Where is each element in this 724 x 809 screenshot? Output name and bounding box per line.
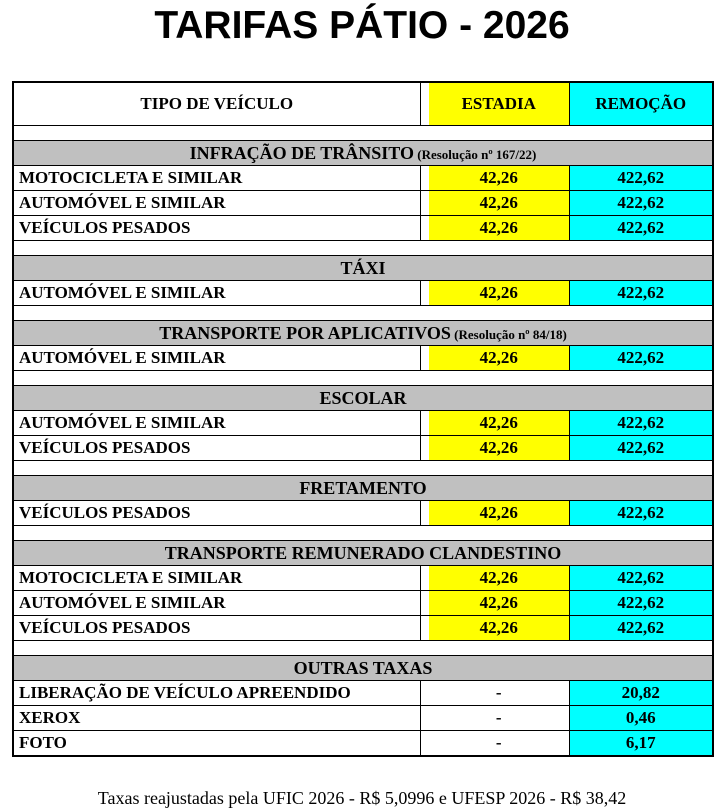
remocao-value: 422,62 [569, 281, 713, 306]
column-gap [420, 566, 429, 591]
section-header-row [13, 386, 713, 411]
table-row [13, 216, 713, 241]
section-header-row [13, 656, 713, 681]
column-gap [420, 616, 429, 641]
footer-note: Taxas reajustadas pela UFIC 2026 - R$ 5,0996 e UFESP 2026 - R$ 38,42 [97, 788, 627, 808]
section-title: INFRAÇÃO DE TRÂNSITO [189, 142, 414, 163]
remocao-value: 422,62 [569, 501, 713, 526]
table-row [13, 346, 713, 371]
spacer-cell [13, 126, 713, 141]
table-body [13, 82, 713, 756]
remocao-value: 422,62 [569, 216, 713, 241]
spacer-row [13, 526, 713, 541]
spacer-row [13, 306, 713, 321]
remocao-value: 422,62 [569, 191, 713, 216]
section-title: ESCOLAR [319, 387, 407, 408]
remocao-value: 422,62 [569, 616, 713, 641]
section-title: TRANSPORTE REMUNERADO CLANDESTINO [164, 542, 562, 563]
vehicle-type-label: MOTOCICLETA E SIMILAR [13, 566, 420, 591]
estadia-value: - [429, 681, 569, 706]
column-gap [420, 706, 429, 731]
vehicle-type-label: AUTOMÓVEL E SIMILAR [13, 281, 420, 306]
section-header-cell [13, 656, 713, 681]
column-gap [420, 436, 429, 461]
estadia-value: 42,26 [429, 281, 569, 306]
spacer-cell [13, 641, 713, 656]
section-header-row [13, 321, 713, 346]
remocao-value: 422,62 [569, 566, 713, 591]
table-row [13, 731, 713, 757]
estadia-value: - [429, 731, 569, 757]
estadia-value: 42,26 [429, 616, 569, 641]
remocao-value: 422,62 [569, 166, 713, 191]
table-row [13, 566, 713, 591]
section-header-cell [13, 386, 713, 411]
section-header-row [13, 541, 713, 566]
section-header-cell [13, 141, 713, 166]
estadia-value: 42,26 [429, 346, 569, 371]
section-header-cell [13, 541, 713, 566]
estadia-value: 42,26 [429, 566, 569, 591]
section-header-row [13, 476, 713, 501]
table-row [13, 411, 713, 436]
column-gap [420, 346, 429, 371]
vehicle-type-label: AUTOMÓVEL E SIMILAR [13, 346, 420, 371]
vehicle-type-label: MOTOCICLETA E SIMILAR [13, 166, 420, 191]
table-row [13, 681, 713, 706]
section-header-row [13, 141, 713, 166]
vehicle-type-label: AUTOMÓVEL E SIMILAR [13, 591, 420, 616]
vehicle-type-label: VEÍCULOS PESADOS [13, 436, 420, 461]
table-row [13, 616, 713, 641]
column-header-remocao: REMOÇÃO [569, 82, 713, 126]
remocao-value: 422,62 [569, 591, 713, 616]
section-header-cell [13, 321, 713, 346]
estadia-value: 42,26 [429, 411, 569, 436]
remocao-value: 6,17 [569, 731, 713, 757]
column-gap [420, 411, 429, 436]
column-header-row [13, 82, 713, 126]
section-note: (Resolução nº 84/18) [450, 326, 567, 342]
spacer-row [13, 461, 713, 476]
vehicle-type-label: FOTO [13, 731, 420, 757]
section-header-row [13, 256, 713, 281]
column-gap [420, 82, 429, 126]
table-row [13, 706, 713, 731]
vehicle-type-label: VEÍCULOS PESADOS [13, 616, 420, 641]
vehicle-type-label: XEROX [13, 706, 420, 731]
estadia-value: 42,26 [429, 436, 569, 461]
spacer-cell [13, 306, 713, 321]
column-gap [420, 281, 429, 306]
spacer-cell [13, 526, 713, 541]
column-gap [420, 166, 429, 191]
tariff-table [12, 81, 714, 757]
spacer-row [13, 241, 713, 256]
section-title: OUTRAS TAXAS [293, 657, 433, 678]
section-note: (Resolução nº 167/22) [414, 146, 537, 162]
spacer-row [13, 126, 713, 141]
spacer-cell [13, 241, 713, 256]
column-header-tipo: TIPO DE VEÍCULO [13, 82, 420, 126]
vehicle-type-label: VEÍCULOS PESADOS [13, 501, 420, 526]
remocao-value: 422,62 [569, 346, 713, 371]
estadia-value: 42,26 [429, 216, 569, 241]
vehicle-type-label: AUTOMÓVEL E SIMILAR [13, 411, 420, 436]
table-row [13, 591, 713, 616]
table-row [13, 281, 713, 306]
spacer-row [13, 371, 713, 386]
column-gap [420, 216, 429, 241]
vehicle-type-label: LIBERAÇÃO DE VEÍCULO APREENDIDO [13, 681, 420, 706]
table-row [13, 191, 713, 216]
spacer-cell [13, 371, 713, 386]
estadia-value: 42,26 [429, 591, 569, 616]
table-row [13, 501, 713, 526]
column-gap [420, 591, 429, 616]
vehicle-type-label: AUTOMÓVEL E SIMILAR [13, 191, 420, 216]
column-header-estadia: ESTADIA [429, 82, 569, 126]
vehicle-type-label: VEÍCULOS PESADOS [13, 216, 420, 241]
column-gap [420, 501, 429, 526]
remocao-value: 422,62 [569, 436, 713, 461]
page-title: TARIFAS PÁTIO - 2026 [154, 4, 570, 47]
remocao-value: 20,82 [569, 681, 713, 706]
estadia-value: 42,26 [429, 191, 569, 216]
table-row [13, 166, 713, 191]
column-gap [420, 681, 429, 706]
remocao-value: 0,46 [569, 706, 713, 731]
section-title: TRANSPORTE POR APLICATIVOS [159, 322, 451, 343]
table-row [13, 436, 713, 461]
spacer-row [13, 641, 713, 656]
remocao-value: 422,62 [569, 411, 713, 436]
section-header-cell [13, 256, 713, 281]
column-gap [420, 191, 429, 216]
estadia-value: 42,26 [429, 501, 569, 526]
column-gap [420, 731, 429, 757]
section-header-cell [13, 476, 713, 501]
tariff-table-container [12, 81, 712, 757]
spacer-cell [13, 461, 713, 476]
estadia-value: - [429, 706, 569, 731]
section-title: TÁXI [340, 257, 386, 278]
estadia-value: 42,26 [429, 166, 569, 191]
section-title: FRETAMENTO [299, 477, 427, 498]
